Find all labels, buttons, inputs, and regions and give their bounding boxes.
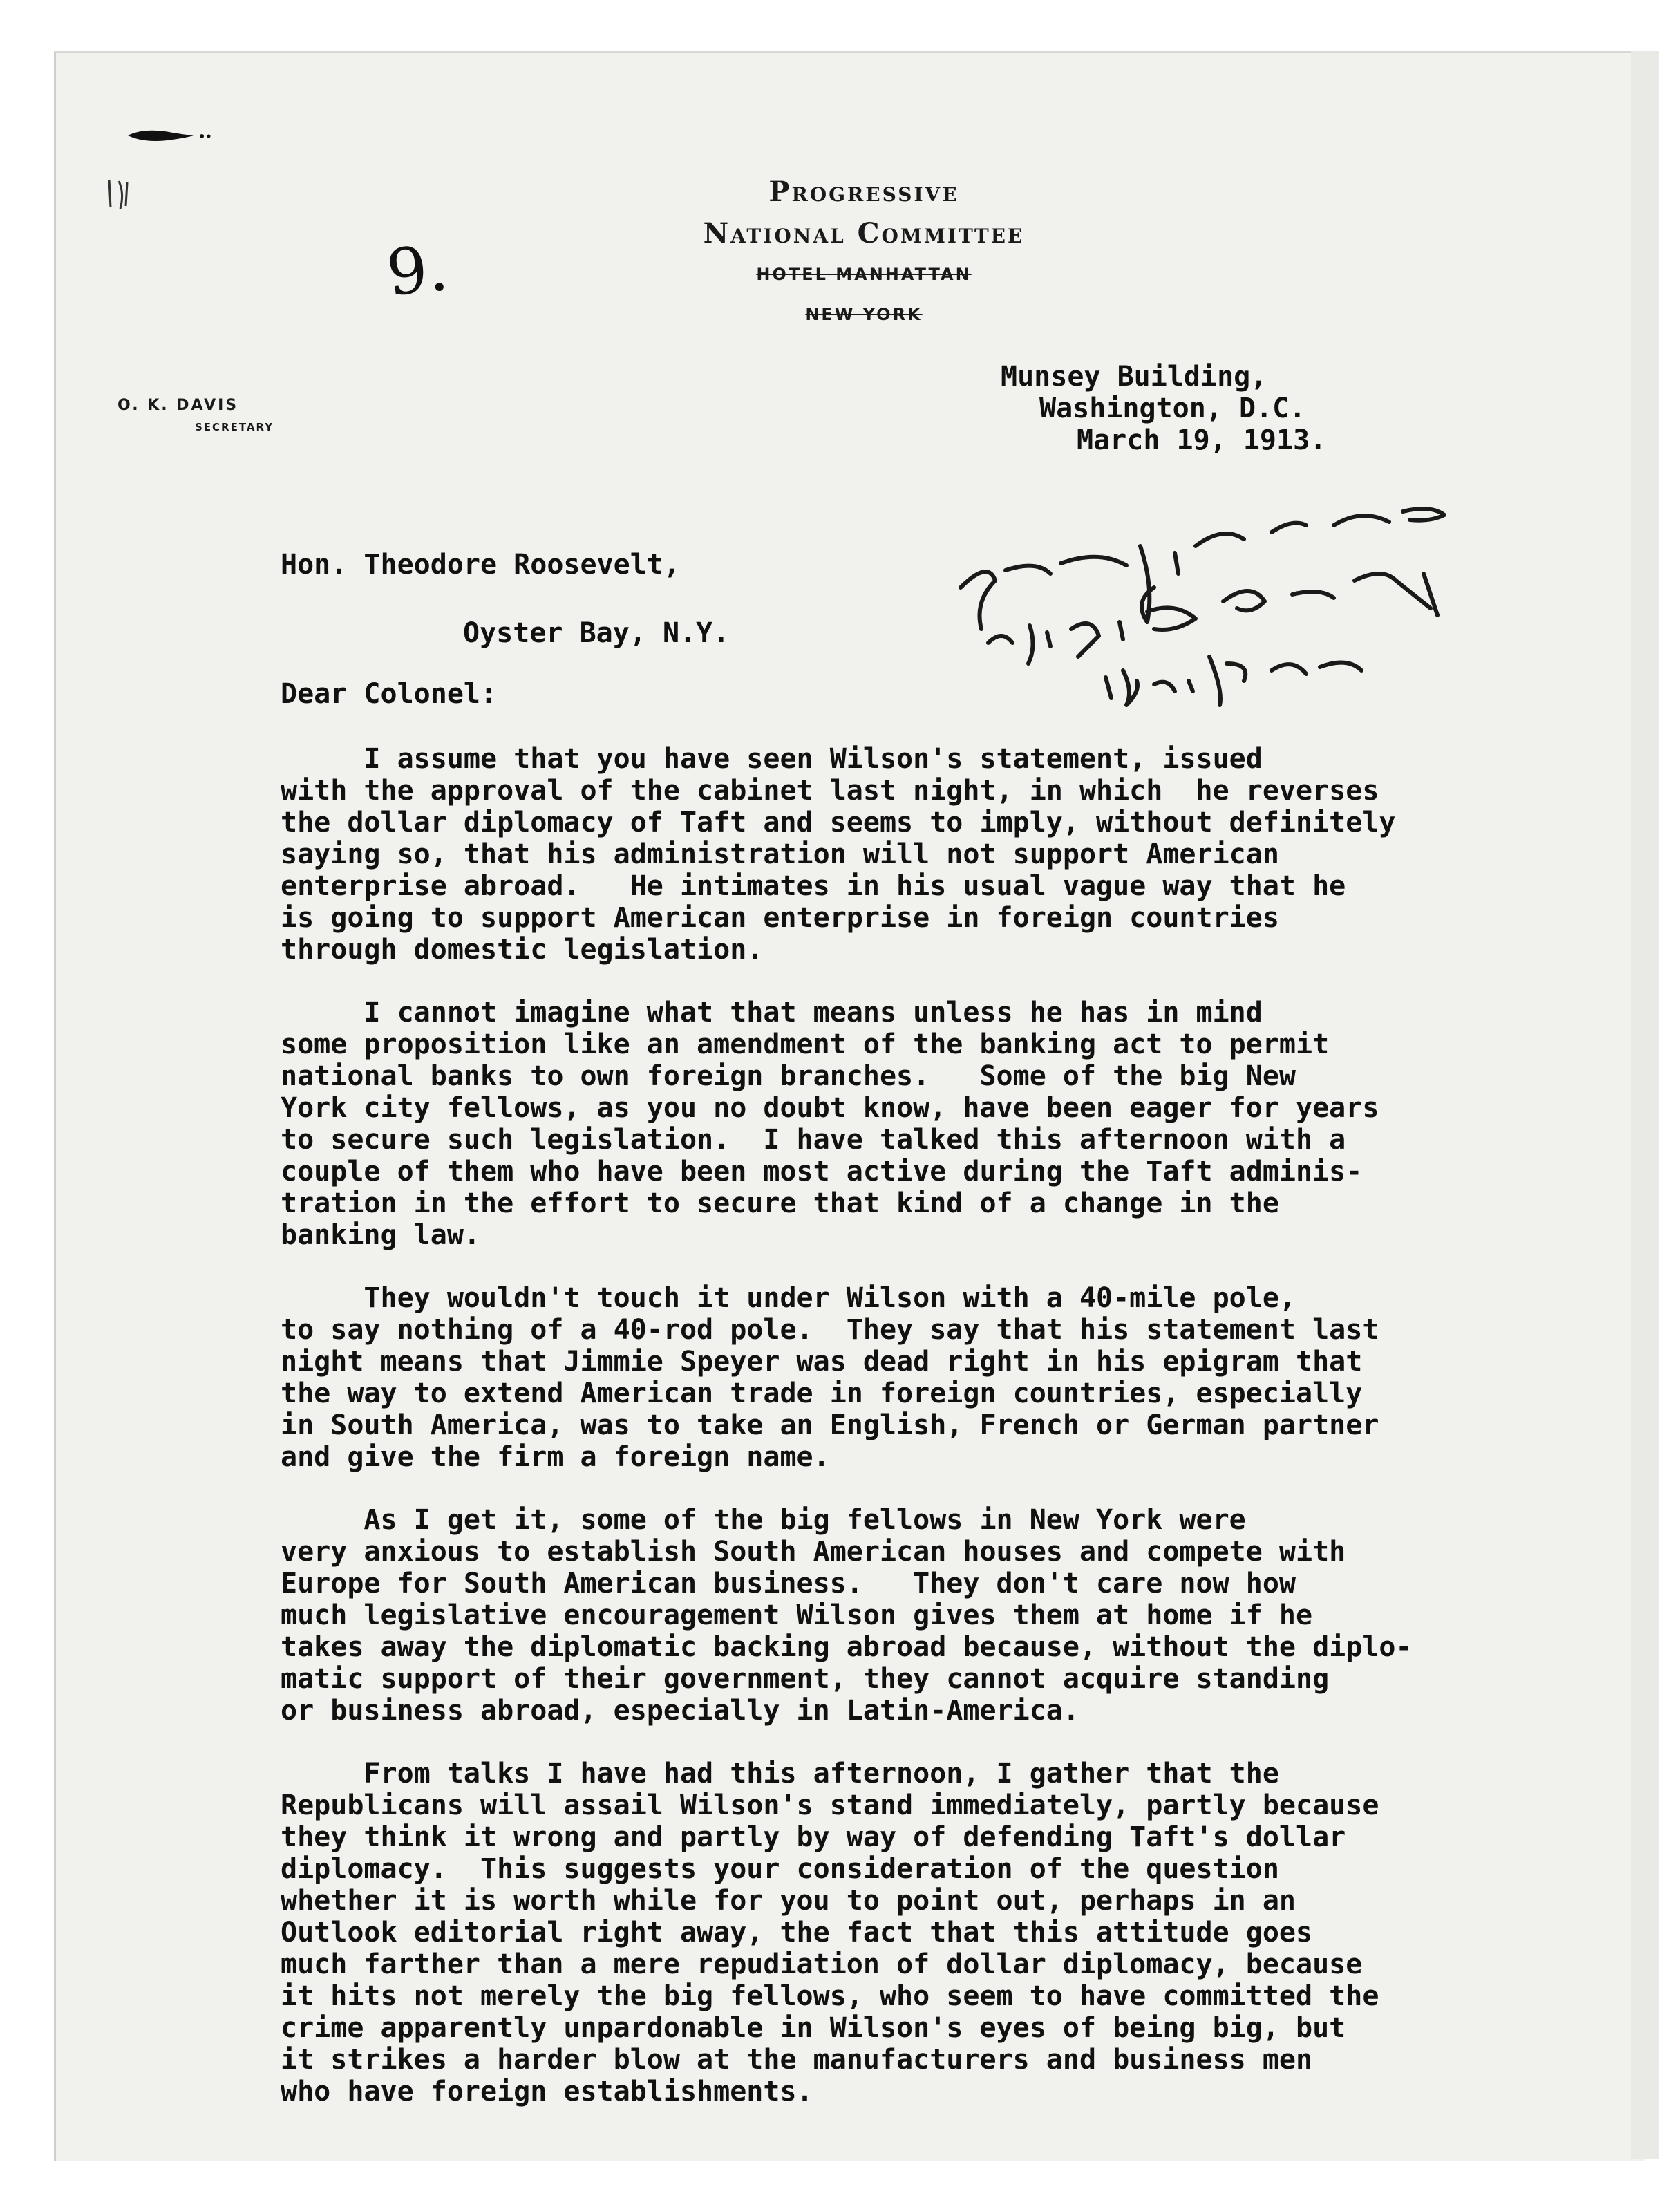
handwritten-shorthand-annotation — [947, 484, 1610, 712]
letterhead-struck-city: NEW YORK — [805, 305, 923, 324]
body-line: takes away the diplomatic backing abroad because, without the diplo- — [281, 1631, 1413, 1663]
letterhead-struck-hotel: HOTEL MANHATTAN — [756, 265, 972, 284]
body-line: and give the firm a foreign name. — [281, 1441, 830, 1473]
letterhead — [587, 171, 1140, 335]
body-line: through domestic legislation. — [281, 934, 764, 966]
secretary-block — [117, 397, 325, 433]
letterhead-organization-line1: Progressive — [768, 176, 959, 208]
body-line: it strikes a harder blow at the manufacturers and business men — [281, 2044, 1313, 2076]
address-line-building: Munsey Building, — [1001, 361, 1267, 393]
body-line: to secure such legislation. I have talked this afternoon with a — [281, 1124, 1346, 1156]
letterhead-ornament-icon — [124, 122, 221, 149]
body-line: the dollar diplomacy of Taft and seems to imply, without definitely — [281, 807, 1396, 838]
body-line: or business abroad, especially in Latin-America. — [281, 1695, 1079, 1727]
body-line: very anxious to establish South American houses and compete with — [281, 1536, 1346, 1568]
body-line: banking law. — [281, 1219, 480, 1251]
body-line: couple of them who have been most active during the Taft adminis- — [281, 1156, 1363, 1187]
body-line: Republicans will assail Wilson's stand immediately, partly because — [281, 1790, 1379, 1821]
body-line: saying so, that his administration will not support American — [281, 838, 1279, 870]
address-line-city: Washington, D.C. — [1039, 393, 1306, 424]
paragraph — [281, 997, 1594, 1251]
body-line: From talks I have had this afternoon, I gather that the — [281, 1758, 1279, 1790]
body-line: Europe for South American business. They don't care now how — [281, 1568, 1296, 1599]
sender-address — [1001, 361, 1326, 456]
letter-body — [281, 743, 1594, 2139]
body-line: York city fellows, as you no doubt know, have been eager for years — [281, 1092, 1379, 1124]
paragraph — [281, 1504, 1594, 1727]
sheet-edge — [1631, 51, 1659, 2159]
body-line: it hits not merely the big fellows, who seem to have committed the — [281, 1980, 1379, 2012]
body-line: who have foreign establishments. — [281, 2076, 813, 2107]
body-line: enterprise abroad. He intimates in his usual vague way that he — [281, 870, 1346, 902]
paragraph — [281, 1758, 1594, 2107]
body-line: some proposition like an amendment of the banking act to permit — [281, 1029, 1330, 1060]
secretary-title: SECRETARY — [195, 421, 274, 433]
body-line: crime apparently unpardonable in Wilson's eyes of being big, but — [281, 2012, 1346, 2044]
paragraph — [281, 743, 1594, 966]
recipient-name: Hon. Theodore Roosevelt, — [281, 549, 680, 581]
paragraph — [281, 1282, 1594, 1473]
body-line: much legislative encouragement Wilson gives them at home if he — [281, 1599, 1313, 1631]
body-line: tration in the effort to secure that kind of a change in the — [281, 1187, 1279, 1219]
body-line: they think it wrong and partly by way of defending Taft's dollar — [281, 1821, 1346, 1853]
letter-date: March 19, 1913. — [1077, 424, 1327, 456]
body-line: As I get it, some of the big fellows in New York were — [281, 1504, 1246, 1536]
body-line: I cannot imagine what that means unless he has in mind — [281, 997, 1263, 1029]
body-line: is going to support American enterprise in foreign countries — [281, 902, 1279, 934]
letterhead-organization-line2: National Committee — [703, 217, 1025, 250]
body-line: They wouldn't touch it under Wilson with a 40-mile pole, — [281, 1282, 1296, 1314]
handwritten-page-number: 9. — [383, 230, 452, 311]
body-line: whether it is worth while for you to point out, perhaps in an — [281, 1885, 1296, 1917]
body-line: diplomacy. This suggests your consideration of the question — [281, 1853, 1279, 1885]
margin-mark-icon — [104, 174, 138, 216]
body-line: in South America, was to take an English, French or German partner — [281, 1409, 1379, 1441]
salutation: Dear Colonel: — [281, 678, 498, 710]
body-line: with the approval of the cabinet last night, in which he reverses — [281, 775, 1379, 807]
body-line: national banks to own foreign branches. Some of the big New — [281, 1060, 1296, 1092]
recipient-place: Oyster Bay, N.Y. — [463, 617, 730, 649]
body-line: night means that Jimmie Speyer was dead right in his epigram that — [281, 1346, 1363, 1378]
body-line: Outlook editorial right away, the fact that this attitude goes — [281, 1917, 1313, 1948]
body-line: to say nothing of a 40-rod pole. They say that his statement last — [281, 1314, 1379, 1346]
secretary-name: O. K. DAVIS — [117, 397, 239, 414]
body-line: much farther than a mere repudiation of dollar diplomacy, because — [281, 1948, 1363, 1980]
body-line: the way to extend American trade in foreign countries, especially — [281, 1378, 1363, 1409]
body-line: matic support of their government, they cannot acquire standing — [281, 1663, 1330, 1695]
body-line: I assume that you have seen Wilson's statement, issued — [281, 743, 1263, 775]
